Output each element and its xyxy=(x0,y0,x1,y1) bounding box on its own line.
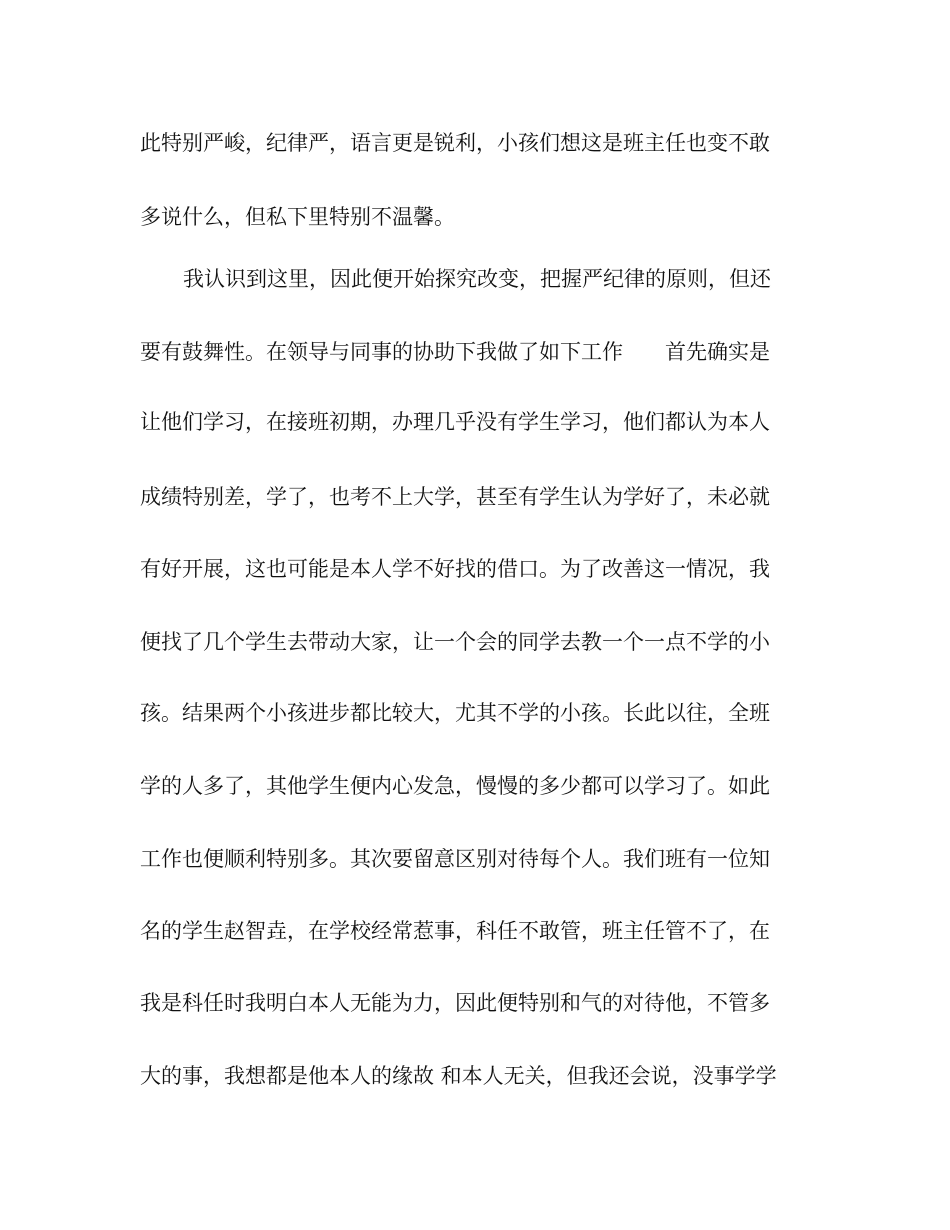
text-line: 学的人多了，其他学生便内心发急，慢慢的多少都可以学习了。如此 xyxy=(140,774,770,798)
text-line: 名的学生赵智垚，在学校经常惹事，科任不敢管，班主任管不了，在 xyxy=(140,919,770,943)
text-line: 孩。结果两个小孩进步都比较大，尤其不学的小孩。长此以往，全班 xyxy=(140,701,770,725)
text-line: 大的事，我想都是他本人的缘故 和本人无关，但我还会说，没事学学 xyxy=(140,1064,777,1088)
text-line: 我是科任时我明白本人无能为力，因此便特别和气的对待他，不管多 xyxy=(140,991,770,1015)
paragraph-first-line: 我认识到这里，因此便开始探究改变，把握严纪律的原则，但还 xyxy=(183,267,771,291)
text-line: 成绩特别差，学了，也考不上大学，甚至有学生认为学好了，未必就 xyxy=(140,485,770,509)
text-line: 要有鼓舞性。在领导与同事的协助下我做了如下工作 首先确实是 xyxy=(140,340,770,364)
text-line: 多说什么，但私下里特别不温馨。 xyxy=(140,205,455,229)
text-line: 便找了几个学生去带动大家，让一个会的同学去教一个一点不学的小 xyxy=(140,630,770,654)
text-line: 让他们学习，在接班初期，办理几乎没有学生学习，他们都认为本人 xyxy=(140,410,770,434)
text-line: 此特别严峻，纪律严，语言更是锐利，小孩们想这是班主任也变不敢 xyxy=(140,131,770,155)
text-line: 工作也便顺利特别多。其次要留意区别对待每个人。我们班有一位知 xyxy=(140,847,770,871)
text-line: 有好开展，这也可能是本人学不好找的借口。为了改善这一情况，我 xyxy=(140,557,770,581)
